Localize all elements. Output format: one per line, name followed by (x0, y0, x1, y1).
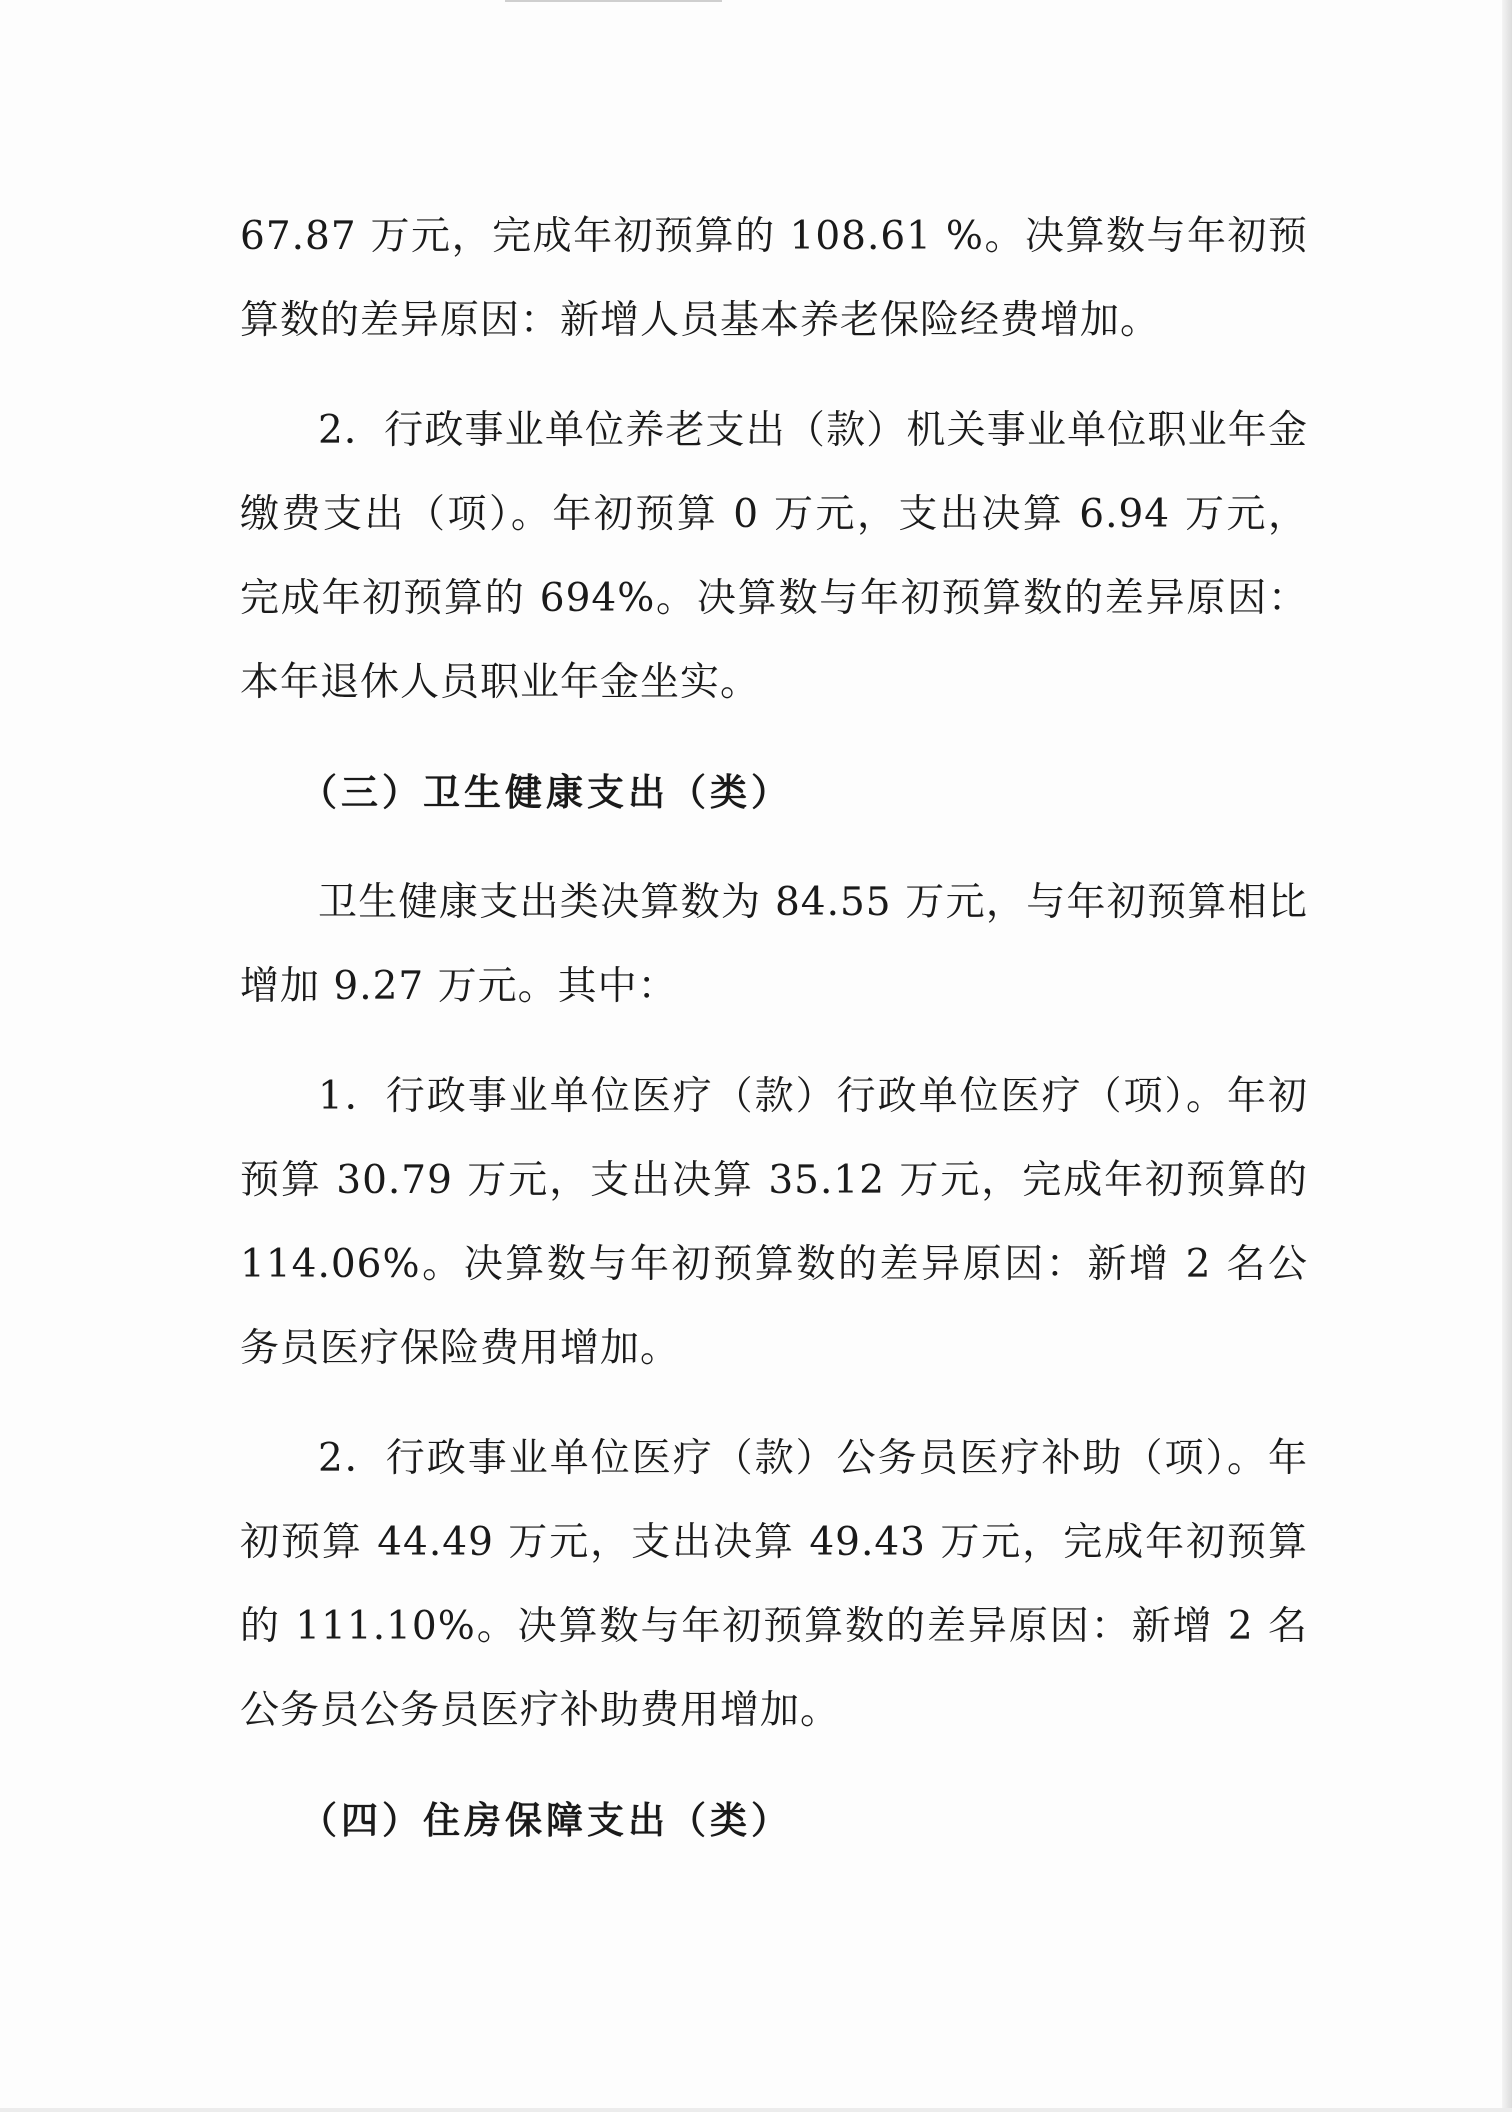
paragraph-health-summary: 卫生健康支出类决算数为 84.55 万元，与年初预算相比增加 9.27 万元。其中： (240, 880, 1308, 1009)
section-heading-health: （三）卫生健康支出（类） (300, 771, 792, 814)
paragraph-admin-medical: 1．行政事业单位医疗（款）行政单位医疗（项）。年初预算 30.79 万元，支出决算 35.12 万元，完成年初预算的 114.06%。决算数与年初预算数的差异原因：新增 2 名公务员医疗保险费用增加。 (240, 1074, 1308, 1371)
paragraph-civil-servant-medical: 2．行政事业单位医疗（款）公务员医疗补助（项）。年初预算 44.49 万元，支出决算 49.43 万元，完成年初预算的 111.10%。决算数与年初预算数的差异原因：新增 2 名公务员公务员医疗补助费用增加。 (240, 1436, 1308, 1733)
scan-edge-top (505, 0, 722, 2)
paragraph-occupational-annuity: 2．行政事业单位养老支出（款）机关事业单位职业年金缴费支出（项）。年初预算 0 万元，支出决算 6.94 万元，完成年初预算的 694%。决算数与年初预算数的差异原因：本年退休人员职业年金坐实。 (240, 408, 1308, 705)
section-heading-housing: （四）住房保障支出（类） (300, 1799, 792, 1842)
scan-edge-right (1502, 0, 1512, 2112)
scan-edge-bottom (0, 2108, 1512, 2112)
document-body (240, 195, 1308, 1863)
paragraph-pension-continued: 67.87 万元，完成年初预算的 108.61 %。决算数与年初预算数的差异原因：新增人员基本养老保险经费增加。 (240, 214, 1308, 343)
